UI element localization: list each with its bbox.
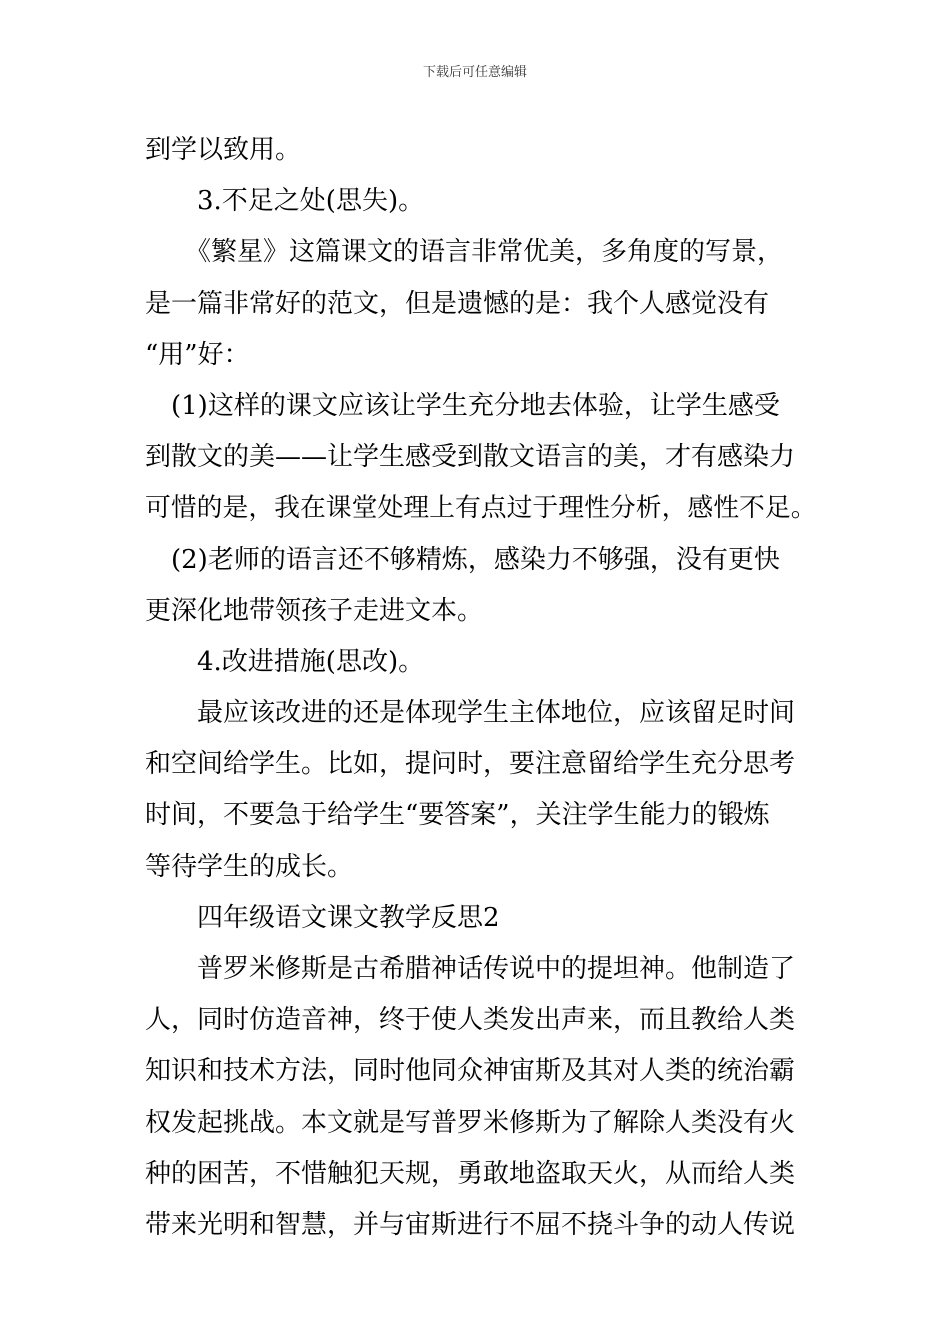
- text-line: 最应该改进的还是体现学生主体地位，应该留足时间: [197, 698, 796, 729]
- text-line: 到散文的美——让学生感受到散文语言的美，才有感染力: [145, 442, 796, 473]
- text-line: 是一篇非常好的范文，但是遗憾的是：我个人感觉没有: [145, 288, 770, 319]
- page-header: 下载后可任意编辑: [422, 65, 527, 80]
- text-line: (1)这样的课文应该让学生充分地去体验，让学生感受: [171, 390, 780, 421]
- text-line: 人，同时仿造音神，终于使人类发出声来，而且教给人类: [145, 1005, 796, 1036]
- text-line: 种的困苦，不惜触犯天规，勇敢地盗取天火，从而给人类: [145, 1158, 796, 1189]
- text-line: 普罗米修斯是古希腊神话传说中的提坦神。他制造了: [197, 954, 796, 984]
- section-heading: 4.改进措施(思改)。: [197, 646, 425, 677]
- text-line: 到学以致用。: [145, 135, 302, 165]
- text-line: 《繁星》这篇课文的语言非常优美，多角度的写景，: [185, 237, 784, 268]
- text-line: “用”好：: [145, 339, 250, 370]
- text-line: 可惜的是，我在课堂处理上有点过于理性分析，感性不足。: [145, 493, 817, 524]
- text-line: 权发起挑战。本文就是写普罗米修斯为了解除人类没有火: [145, 1107, 796, 1138]
- text-line: 知识和技术方法，同时他同众神宙斯及其对人类的统治霸: [145, 1056, 796, 1087]
- text-line: 和空间给学生。比如，提问时，要注意留给学生充分思考: [145, 749, 796, 780]
- section-heading: 3.不足之处(思失)。: [197, 186, 425, 217]
- text-line: 更深化地带领孩子走进文本。: [145, 595, 484, 626]
- document-body: [145, 125, 817, 1251]
- section-title: 四年级语文课文教学反思2: [197, 902, 500, 933]
- text-line: 时间，不要急于给学生“要答案”，关注学生能力的锻炼: [145, 800, 770, 831]
- text-line: 带来光明和智慧，并与宙斯进行不屈不挠斗争的动人传说: [145, 1209, 796, 1240]
- text-line: (2)老师的语言还不够精炼，感染力不够强，没有更快: [171, 544, 780, 575]
- text-line: 等待学生的成长。: [145, 851, 354, 882]
